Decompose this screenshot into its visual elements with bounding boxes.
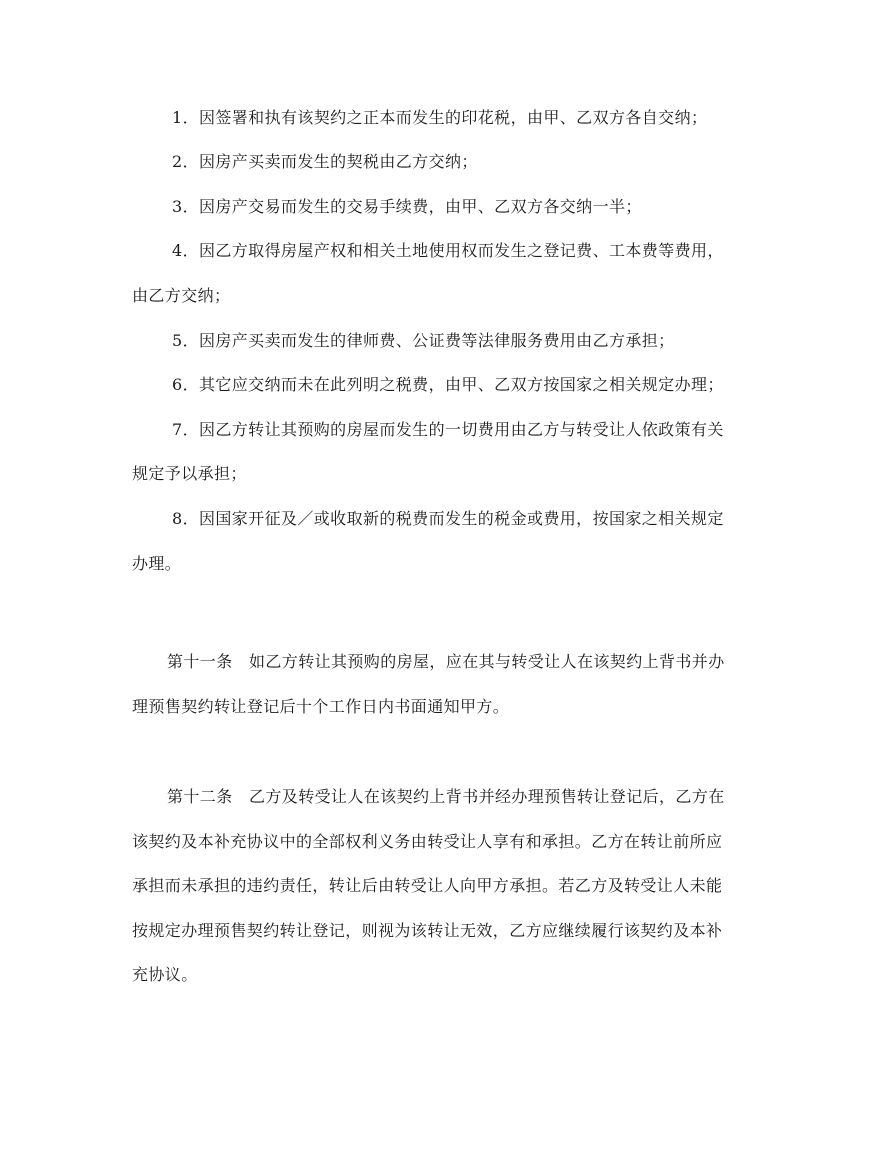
article-12-line-4: 按规定办理预售契约转让登记，则视为该转让无效，乙方应继续履行该契约及本补 (132, 921, 723, 940)
article-12-line-2: 该契约及本补充协议中的全部权利义务由转受让人享有和承担。乙方在转让前所应 (132, 832, 723, 851)
article-12-line-5: 充协议。 (132, 965, 198, 984)
article-11-line-2: 理预售契约转让登记后十个工作日内书面通知甲方。 (132, 697, 510, 716)
fee-item-3-line-1: 3．因房产交易而发生的交易手续费，由甲、乙双方各交纳一半； (172, 197, 642, 216)
fee-item-7-line-2: 规定予以承担； (132, 464, 247, 483)
article-11-line-1: 第十一条 如乙方转让其预购的房屋，应在其与转受让人在该契约上背书并办 (167, 652, 725, 671)
article-12-line-3: 承担而未承担的违约责任，转让后由转受让人向甲方承担。若乙方及转受让人未能 (132, 876, 723, 895)
fee-item-4-line-1: 4．因乙方取得房屋产权和相关土地使用权而发生之登记费、工本费等费用， (172, 241, 724, 260)
fee-item-8-line-1: 8．因国家开征及／或收取新的税费而发生的税金或费用，按国家之相关规定 (172, 509, 724, 528)
article-12-line-1: 第十二条 乙方及转受让人在该契约上背书并经办理预售转让登记后，乙方在 (167, 787, 725, 806)
fee-item-4-line-2: 由乙方交纳； (132, 286, 231, 305)
fee-item-6-line-1: 6．其它应交纳而未在此列明之税费，由甲、乙双方按国家之相关规定办理； (172, 375, 724, 394)
fee-item-7-line-1: 7．因乙方转让其预购的房屋而发生的一切费用由乙方与转受让人依政策有关 (172, 420, 724, 439)
fee-item-5-line-1: 5．因房产买卖而发生的律师费、公证费等法律服务费用由乙方承担； (172, 331, 675, 350)
fee-item-1-line-1: 1．因签署和执有该契约之正本而发生的印花税，由甲、乙双方各自交纳； (172, 108, 708, 127)
fee-item-8-line-2: 办理。 (132, 554, 182, 573)
fee-item-2-line-1: 2．因房产买卖而发生的契税由乙方交纳； (172, 152, 478, 171)
